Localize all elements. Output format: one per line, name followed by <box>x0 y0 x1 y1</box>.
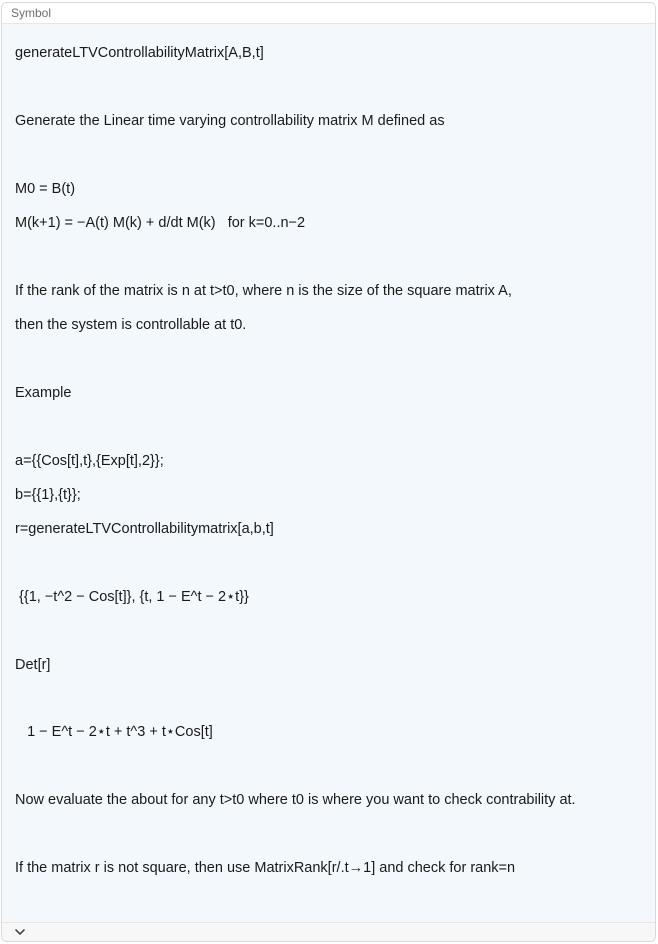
non-square-note-line: If the matrix r is not square, then use MatrixRank[r/.t→1] and check for rank=n <box>15 860 516 876</box>
documentation-content <box>2 24 655 923</box>
code-line-b: b={{1},{t}}; <box>15 487 81 503</box>
panel-footer <box>2 922 655 941</box>
symbol-panel <box>1 2 656 942</box>
description-line: Generate the Linear time varying controllability matrix M defined as <box>15 113 445 129</box>
definition-line-m0: M0 = B(t) <box>15 181 76 197</box>
example-heading: Example <box>15 385 72 401</box>
definition-line-recurrence: M(k+1) = −A(t) M(k) + d/dt M(k) for k=0..n−2 <box>15 215 306 231</box>
controllable-line: then the system is controllable at t0. <box>15 317 247 333</box>
code-line-det: Det[r] <box>15 657 51 673</box>
code-line-a: a={{Cos[t],t},{Exp[t],2}}; <box>15 453 164 469</box>
code-line-r: r=generateLTVControllabilitymatrix[a,b,t] <box>15 521 274 537</box>
panel-title: Symbol <box>11 6 52 20</box>
chevron-down-icon[interactable] <box>14 926 26 938</box>
function-signature: generateLTVControllabilityMatrix[A,B,t] <box>15 45 264 61</box>
panel-header <box>2 3 655 24</box>
output-line-det: 1 − E^t − 2⋆t + t^3 + t⋆Cos[t] <box>15 724 213 740</box>
output-line-matrix: {{1, −t^2 − Cos[t]}, {t, 1 − E^t − 2⋆t}} <box>15 589 249 605</box>
evaluate-note-line: Now evaluate the about for any t>t0 where t0 is where you want to check contrability at. <box>15 792 576 808</box>
rank-condition-line: If the rank of the matrix is n at t>t0, where n is the size of the square matrix A, <box>15 283 512 299</box>
